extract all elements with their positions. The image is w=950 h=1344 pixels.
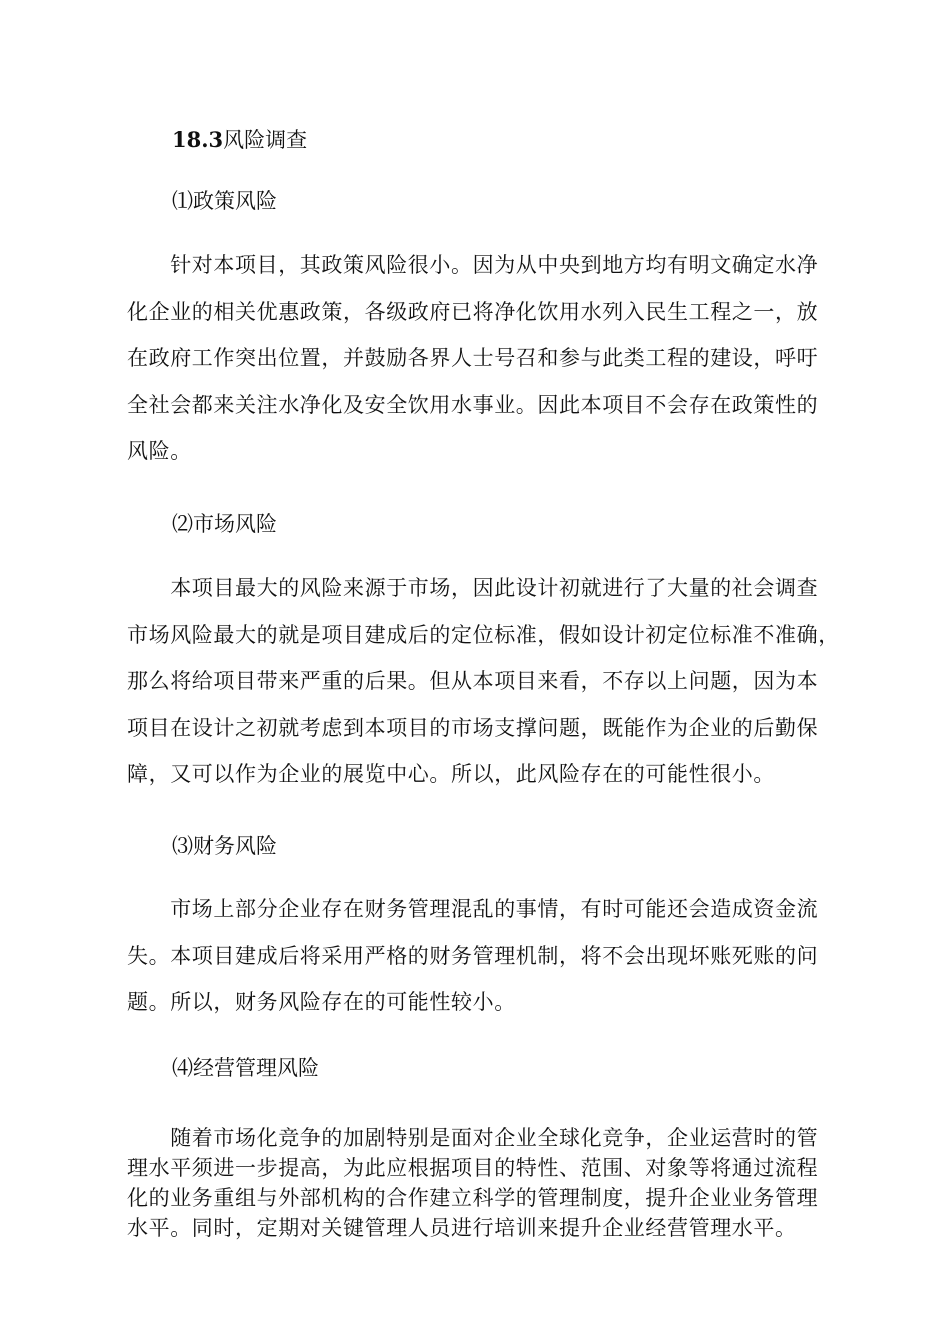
paragraph-policy-risk: 针对本项目，其政策风险很小。因为从中央到地方均有明文确定水净 化企业的相关优惠政策，各级政府已将净化饮用水列入民生工程之一，放 在政府工作突出位置，并鼓励各界人士号召和参与此类工程的建设，呼吁 全社会都来关注水净化及安全饮用水事业。因此本项目不会存在政策性的 风险。 xyxy=(127,253,819,463)
paragraph-market-risk: 本项目最大的风险来源于市场，因此设计初就进行了大量的社会调查 市场风险最大的就是项目建成后的定位标准，假如设计初定位标准不准确， 那么将给项目带来严重的后果。但从本项目来看，不存以上问题，因为本 项目在设计之初就考虑到本项目的市场支撑问题，既能作为企业的后勤保 障，又可以作为企业的展览中心。所以，此风险存在的可能性很小。 xyxy=(127,576,840,786)
section-number: 18.3 xyxy=(172,127,224,152)
heading-market-risk: ⑵市场风险 xyxy=(172,512,277,536)
heading-financial-risk: ⑶财务风险 xyxy=(172,834,277,858)
paragraph-management-risk: 随着市场化竞争的加剧特别是面对企业全球化竞争，企业运营时的管 理水平须进一步提高，为此应根据项目的特性、范围、对象等将通过流程 化的业务重组与外部机构的合作建立科学的管理制度，提升企业业务管理 水平。同时，定期对关键管理人员进行培训来提升企业经营管理水平。 xyxy=(127,1126,819,1240)
heading-management-risk: ⑷经营管理风险 xyxy=(172,1056,319,1080)
section-title xyxy=(172,124,307,156)
section-title-text: 风险调查 xyxy=(223,128,308,152)
paragraph-financial-risk: 市场上部分企业存在财务管理混乱的事情，有时可能还会造成资金流 失。本项目建成后将采用严格的财务管理机制，将不会出现坏账死账的问 题。所以，财务风险存在的可能性较小。 xyxy=(127,897,819,1014)
heading-policy-risk: ⑴政策风险 xyxy=(172,189,277,213)
